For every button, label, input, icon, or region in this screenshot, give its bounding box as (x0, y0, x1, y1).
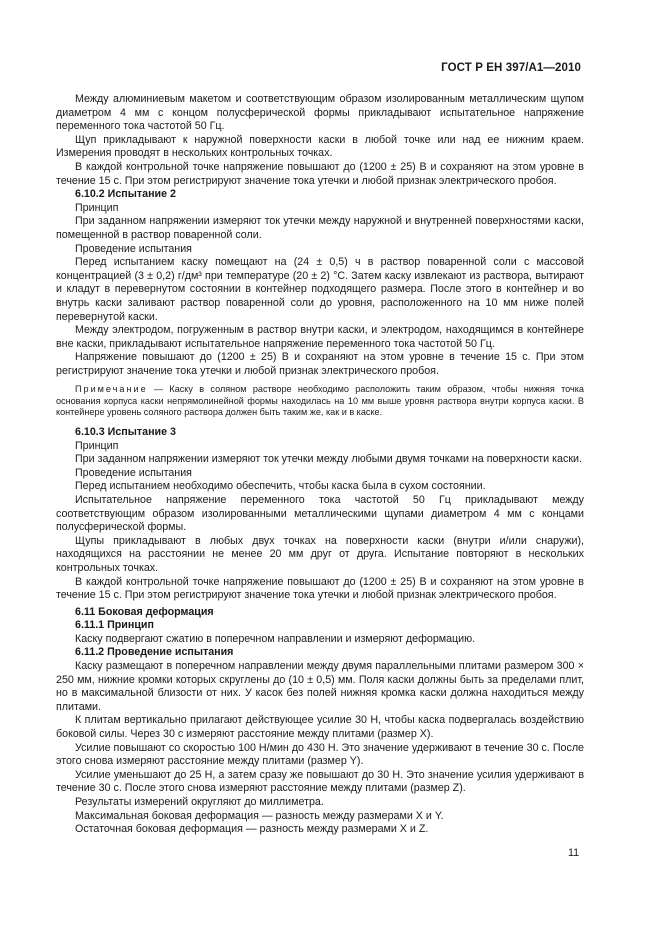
paragraph: Перед испытанием каску помещают на (24 ± 0,5) ч в раствор поваренной соли с массовой концентрацией (3 ± 0,2) г/дм³ при температуре (20 ± 2) °С. Затем каску извлекают из раствора, вытирают и кладут в перевернутом состоянии в контейнер подходящего размера. После этого в контейнер и во внутрь каски заливают раствор поваренной соли до уровня, расположенного на 10 мм ниже полей перевернутой каски. (56, 256, 584, 323)
paragraph: Перед испытанием необходимо обеспечить, чтобы каска была в сухом состоянии. (75, 480, 486, 493)
paragraph: Остаточная боковая деформация — разность между размерами X и Z. (75, 823, 429, 836)
paragraph: Между электродом, погруженным в раствор внутри каски, и электродом, находящимся в контейнере вне каски, прикладывают испытательное напряжение переменного тока частотой 50 Гц. (56, 324, 584, 350)
section-heading: 6.11.1 Принцип (75, 619, 154, 632)
paragraph: Каску размещают в поперечном направлении между двумя параллельными плитами размером 300 × 250 мм, нижние кромки которых скруглены до (10 ± 0,5) мм. Поля каски должны быть за пределами плит, но в максимальной близости от них. У касок без полей нижняя кромка каски должна находиться между плитами. (56, 660, 584, 713)
paragraph: При заданном напряжении измеряют ток утечки между наружной и внутренней поверхностями каски, помещенной в раствор поваренной соли. (56, 215, 584, 241)
paragraph: Напряжение повышают до (1200 ± 25) В и сохраняют на этом уровне в течение 15 с. При этом регистрируют значение тока утечки и любой признак электрического пробоя. (56, 351, 584, 377)
paragraph: Щупы прикладывают в любых двух точках на поверхности каски (внутри и/или снаружи), находящихся на расстоянии не менее 20 мм друг от друга. Испытание повторяют в нескольких контрольных точках. (56, 534, 584, 574)
paragraph: Результаты измерений округляют до миллиметра. (75, 796, 324, 808)
section-6-10-1 (56, 93, 584, 378)
paragraph: Проведение испытания (75, 242, 192, 255)
paragraph: Каску подвергают сжатию в поперечном направлении и измеряют деформацию. (75, 632, 476, 645)
paragraph: Между алюминиевым макетом и соответствующим образом изолированным металлическим щупом диаметром 4 мм с концом полусферической формы прикладывают испытательное напряжение переменного тока частотой 50 Гц. (56, 93, 584, 133)
note-text: — Каску в соляном растворе необходимо расположить таким образом, чтобы нижняя точка основания корпуса каски непрямолинейной формы находилась на 10 мм выше уровня раствора внутри корпуса каски. В контейнере уровень соляного раствора должен быть таким же, как и в каске. (56, 384, 584, 418)
paragraph: В каждой контрольной точке напряжение повышают до (1200 ± 25) В и сохраняют на этом уровне в течение 15 с. При этом регистрируют значение тока утечки и любой признак электрического пробоя. (56, 575, 584, 602)
note-label: Примечание (75, 384, 148, 395)
paragraph: Принцип (75, 439, 119, 452)
paragraph: Принцип (75, 201, 119, 214)
paragraph: Щуп прикладывают к наружной поверхности каски в любой точке или над ее нижним краем. Измерения проводят в нескольких контрольных точках. (56, 133, 584, 160)
paragraph: Максимальная боковая деформация — разность между размерами X и Y. (75, 809, 444, 822)
sections-6-10-3-to-6-11 (56, 426, 584, 837)
paragraph: Испытательное напряжение переменного тока частотой 50 Гц прикладывают между соответствующим образом изолированными металлическими щупами диаметром 4 мм с концами полусферической формы. (56, 493, 584, 534)
page-number: 11 (568, 847, 580, 859)
section-heading: 6.10.2 Испытание 2 (75, 188, 176, 201)
paragraph: При заданном напряжении измеряют ток утечки между любыми двумя точками на поверхности каски. (75, 453, 582, 466)
document-body (56, 93, 584, 837)
page-header: ГОСТ Р ЕН 397/А1—2010 (441, 62, 581, 74)
paragraph: Усилие уменьшают до 25 Н, а затем сразу же повышают до 30 Н. Это значение усилия удерживают в течение 30 с. После этого снова измеряют расстояние между плитами (размер Z). (56, 768, 584, 795)
paragraph: Усилие повышают со скоростью 100 Н/мин до 430 Н. Это значение удерживают в течение 30 с. После этого снова измеряют расстояние между плитами (размер Y). (56, 741, 584, 768)
paragraph: В каждой контрольной точке напряжение повышают до (1200 ± 25) В и сохраняют на этом уровне в течение 15 с. При этом регистрируют значение тока утечки и любой признак электрического пробоя. (56, 160, 584, 187)
note (56, 384, 584, 419)
section-heading: 6.11.2 Проведение испытания (75, 646, 234, 659)
section-heading: 6.10.3 Испытание 3 (75, 425, 176, 438)
paragraph: К плитам вертикально прилагают действующее усилие 30 Н, чтобы каска подвергалась воздействию боковой силы. Через 30 с измеряют расстояние между плитами (размер X). (56, 714, 584, 741)
section-heading: 6.11 Боковая деформация (75, 605, 214, 618)
paragraph: Проведение испытания (75, 466, 192, 479)
